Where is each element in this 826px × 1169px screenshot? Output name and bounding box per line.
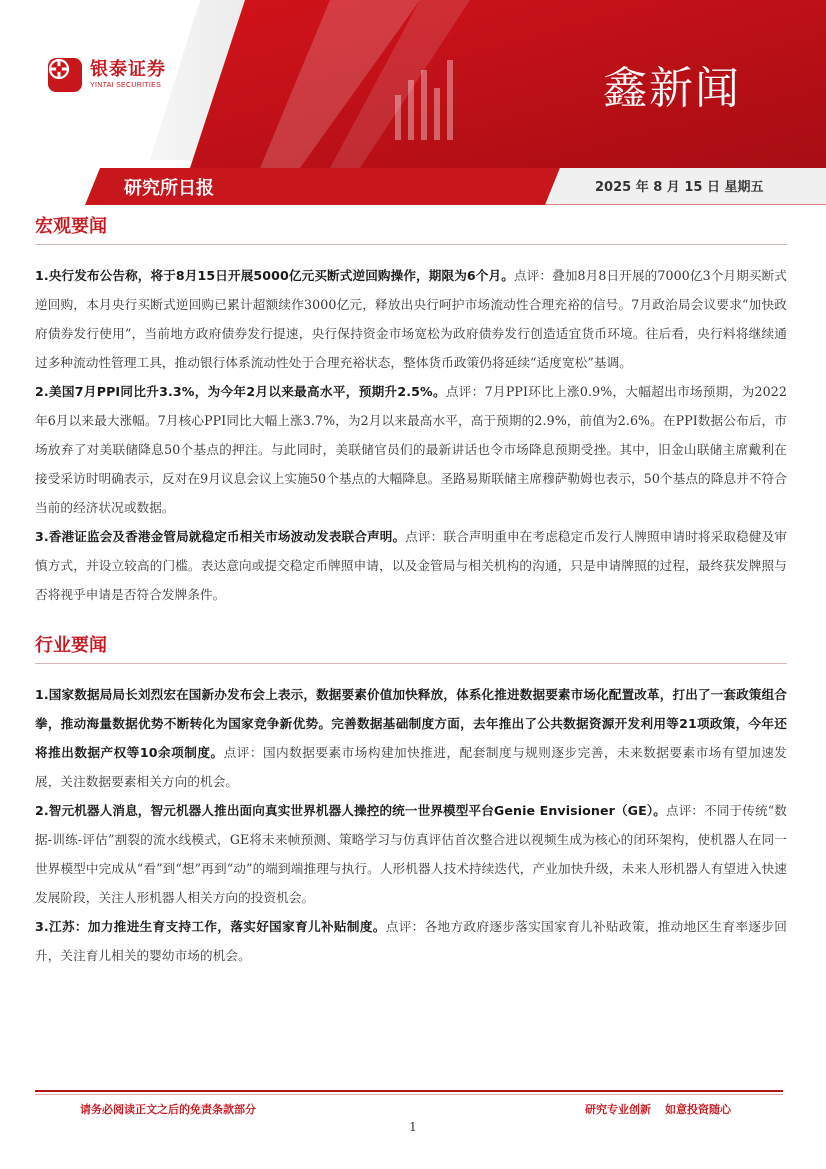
- news-headline: 1.国家数据局局长刘烈宏在国新办发布会上表示，数据要素价值加快释放，体系化推进数据要素市场化配置改革，打出了一套政策组合拳，推动海量数据优势不断转化为国家竞争新优势。完善数据基础制度方面，去年推出了公共数据资源开发利用等21项政策，今年还将推出数据产权等10余项制度。: [35, 687, 787, 760]
- section-title: 宏观要闻: [35, 216, 107, 237]
- news-comment: 点评：不同于传统“数据-训练-评估”割裂的流水线模式，GE将未来帧预测、策略学习与仿真评估首次整合进以视频生成为核心的闭环架构，使机器人在同一世界模型中完成从“看”到“想”再到“动”的端到端推理与执行。人形机器人技术持续迭代，产业加快升级，未来人形机器人有望进入快速发展阶段，关注人形机器人相关方向的投资机会。: [35, 803, 787, 905]
- footer-divider-light: [35, 1094, 783, 1095]
- news-item: [35, 912, 787, 970]
- report-name: 研究所日报: [124, 178, 214, 199]
- news-comment: 点评：7月PPI环比上涨0.9%，大幅超出市场预期，为2022年6月以来最大涨幅。7月核心PPI同比大幅上涨3.7%，为2月以来最高水平，高于预期的2.9%，前值为2.6%。在PPI数据公布后，市场放弃了对美联储降息50个基点的押注。与此同时，美联储官员们的最新讲话也令市场降息预期受挫。其中，旧金山联储主席戴利在接受采访时明确表示，反对在9月议息会议上实施50个基点的大幅降息。圣路易斯联储主席穆萨勒姆也表示，50个基点的降息并不符合当前的经济状况或数据。: [35, 384, 787, 515]
- report-date: 2025 年 8 月 15 日 星期五: [595, 180, 764, 195]
- company-logo-icon: [48, 58, 82, 92]
- logo-name-cn: 银泰证券: [90, 59, 166, 80]
- news-comment: 点评：联合声明重申在考虑稳定币发行人牌照申请时将采取稳健及审慎方式，并设立较高的门槛。表达意向或提交稳定币牌照申请，以及金管局与相关机构的沟通，只是申请牌照的过程，最终获发牌照与否将视乎申请是否符合发牌条件。: [35, 529, 788, 602]
- section-title: 行业要闻: [35, 635, 107, 656]
- news-headline: 1.央行发布公告称，将于8月15日开展5000亿元买断式逆回购操作，期限为6个月。: [35, 268, 514, 283]
- logo-name-en: YINTAI SECURITIES: [90, 82, 162, 89]
- report-body: [35, 212, 787, 970]
- page-number: 1: [409, 1120, 417, 1134]
- news-item: [35, 796, 787, 912]
- news-item: [35, 377, 787, 522]
- news-comment: 点评：叠加8月8日开展的7000亿3个月期买断式逆回购，本月央行买断式逆回购已累计超额续作3000亿元，释放出央行呵护市场流动性合理充裕的信号。7月政治局会议要求“加快政府债券发行使用”，当前地方政府债券发行提速，央行保持资金市场宽松为政府债券发行创造适宜货币环境。往后看，央行料将继续通过多种流动性管理工具，推动银行体系流动性处于合理充裕状态，整体货币政策仍将延续“适度宽松”基调。: [35, 268, 787, 370]
- news-headline: 2.美国7月PPI同比升3.3%，为今年2月以来最高水平，预期升2.5%。: [35, 384, 446, 399]
- section-divider: [35, 244, 787, 245]
- news-comment: 点评：国内数据要素市场构建加快推进，配套制度与规则逐步完善，未来数据要素市场有望加速发展，关注数据要素相关方向的机会。: [35, 745, 787, 789]
- news-item: [35, 680, 787, 796]
- news-comment: 点评：各地方政府逐步落实国家育儿补贴政策，推动地区生育率逐步回升，关注育儿相关的婴幼市场的机会。: [35, 919, 787, 963]
- footer-slogan-1: 研究专业创新: [585, 1103, 651, 1116]
- footer-slogan-2: 如意投资随心: [665, 1103, 731, 1116]
- report-header: [0, 0, 826, 205]
- news-item: [35, 261, 787, 377]
- news-headline: 2.智元机器人消息，智元机器人推出面向真实世界机器人操控的统一世界模型平台Genie Envisioner（GE）。: [35, 803, 666, 818]
- news-headline: 3.香港证监会及香港金管局就稳定币相关市场波动发表联合声明。: [35, 529, 406, 544]
- brand-title: 鑫新闻: [603, 63, 741, 114]
- company-logo: [48, 58, 166, 92]
- section-macro: [35, 212, 787, 609]
- section-industry: [35, 631, 787, 970]
- footer-slogan: [585, 1101, 731, 1117]
- footer-divider: [35, 1090, 783, 1092]
- news-item: [35, 522, 787, 609]
- section-divider: [35, 663, 787, 664]
- news-headline: 3.江苏：加力推进生育支持工作，落实好国家育儿补贴制度。: [35, 919, 386, 934]
- footer-disclaimer: 请务必阅读正文之后的免责条款部分: [80, 1103, 256, 1116]
